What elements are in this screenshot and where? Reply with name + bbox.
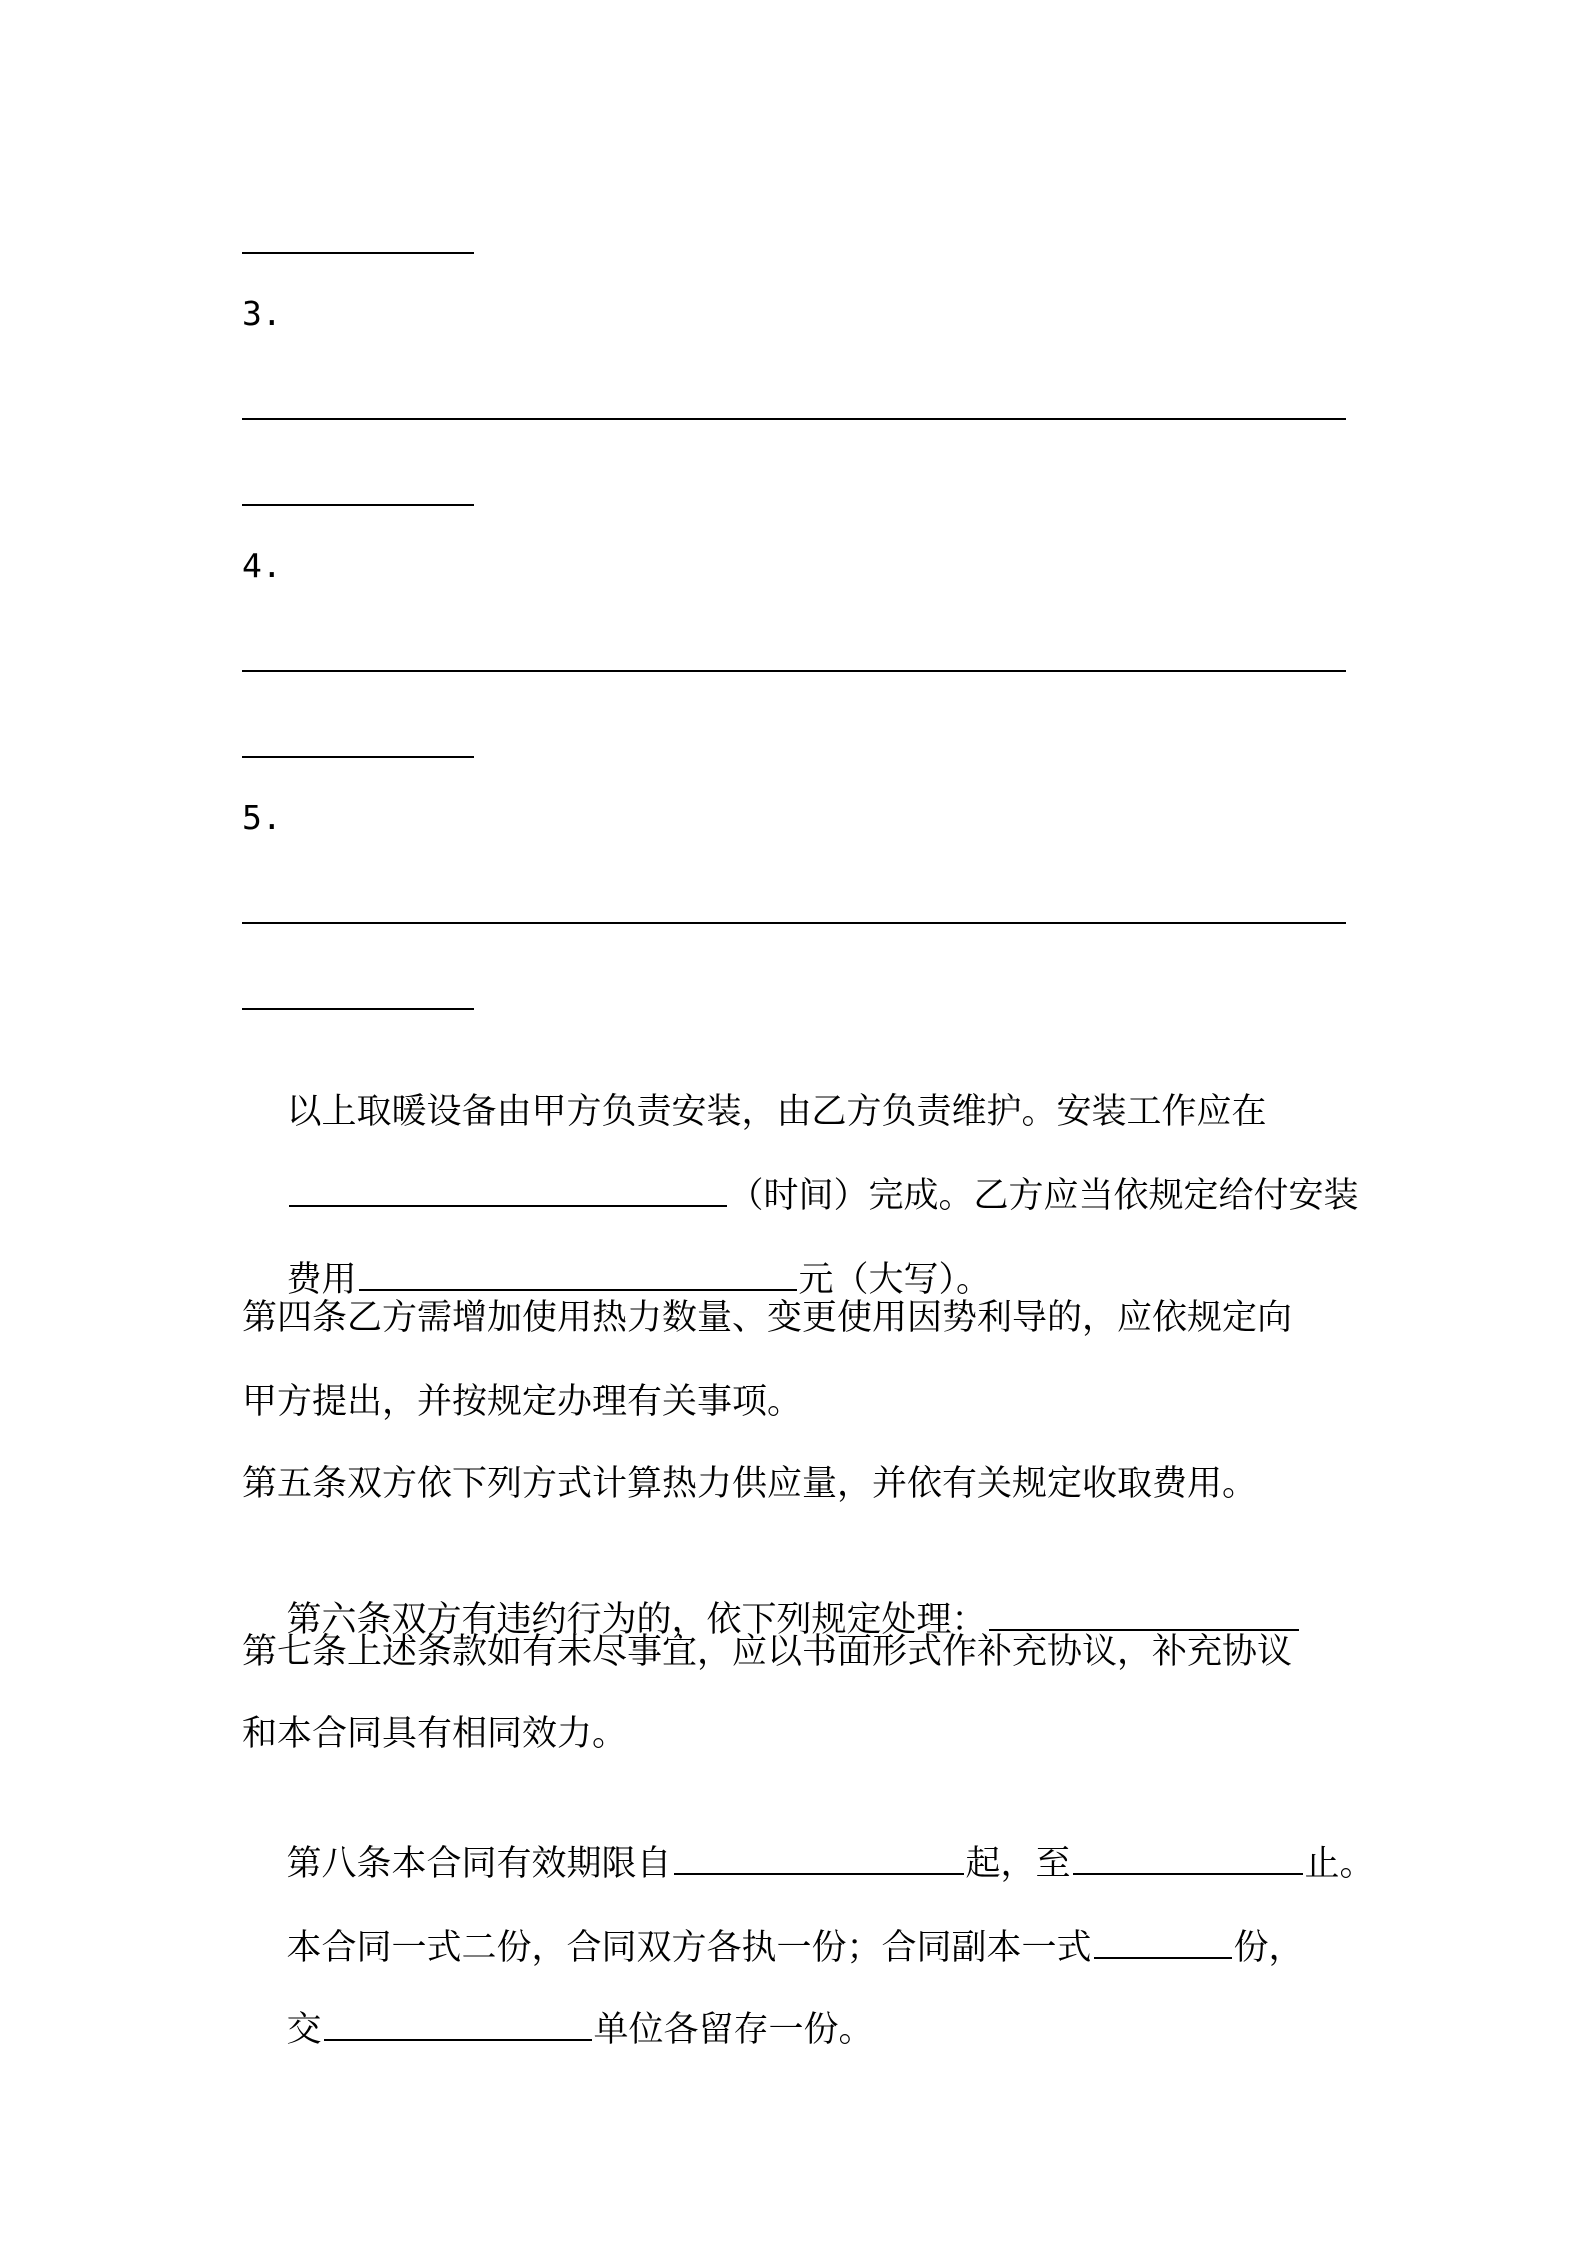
validity-end-blank[interactable] [1073,1843,1303,1875]
fill-in-blank-long[interactable] [242,922,1346,924]
installation-fee-label: 费用 [286,1260,357,1300]
fill-in-blank-short[interactable] [242,252,474,254]
article-4-line-1: 第四条乙方需增加使用热力数量、变更使用因势利导的，应依规定向 [242,1298,1293,1338]
installation-text-1: 以上取暖设备由甲方负责安装，由乙方负责维护。安装工作应在 [286,1092,1267,1132]
fill-in-blank-short[interactable] [242,756,474,758]
installation-time-blank[interactable] [289,1175,727,1207]
validity-start-blank[interactable] [674,1843,964,1875]
article-8-text-3: 止。 [1304,1844,1375,1884]
copies-count-blank[interactable] [1094,1927,1232,1959]
deliver-text-2: 单位各留存一份。 [593,2010,874,2050]
fill-in-blank-short[interactable] [242,1008,474,1010]
article-6-text: 第六条双方有违约行为的，依下列规定处理： [286,1600,987,1640]
installation-text-2: （时间）完成。乙方应当依规定给付安装 [728,1176,1359,1216]
fill-in-blank-long[interactable] [242,670,1346,672]
copies-text-2: 份， [1233,1928,1304,1968]
article-8-text-2: 起，至 [965,1844,1071,1884]
fill-in-blank-short[interactable] [242,504,474,506]
installation-fee-suffix: 元（大写）。 [798,1260,992,1300]
article-7-line-1: 第七条上述条款如有未尽事宜，应以书面形式作补充协议，补充协议 [242,1632,1293,1672]
copies-text-1: 本合同一式二份，合同双方各执一份；合同副本一式 [286,1928,1092,1968]
list-number-5: 5. [242,798,282,837]
article-4-line-2: 甲方提出，并按规定办理有关事项。 [242,1382,803,1422]
installation-fee-blank[interactable] [359,1259,797,1291]
deliver-text-1: 交 [286,2010,322,2050]
list-number-4: 4. [242,546,282,585]
list-number-3: 3. [242,294,282,333]
breach-handling-blank[interactable] [989,1599,1299,1631]
article-7-line-2: 和本合同具有相同效力。 [242,1714,628,1754]
article-5: 第五条双方依下列方式计算热力供应量，并依有关规定收取费用。 [242,1464,1258,1504]
deliver-line [242,1964,874,2096]
deliver-unit-blank[interactable] [324,2009,592,2041]
article-8-text-1: 第八条本合同有效期限自 [286,1844,672,1884]
fill-in-blank-long[interactable] [242,418,1346,420]
